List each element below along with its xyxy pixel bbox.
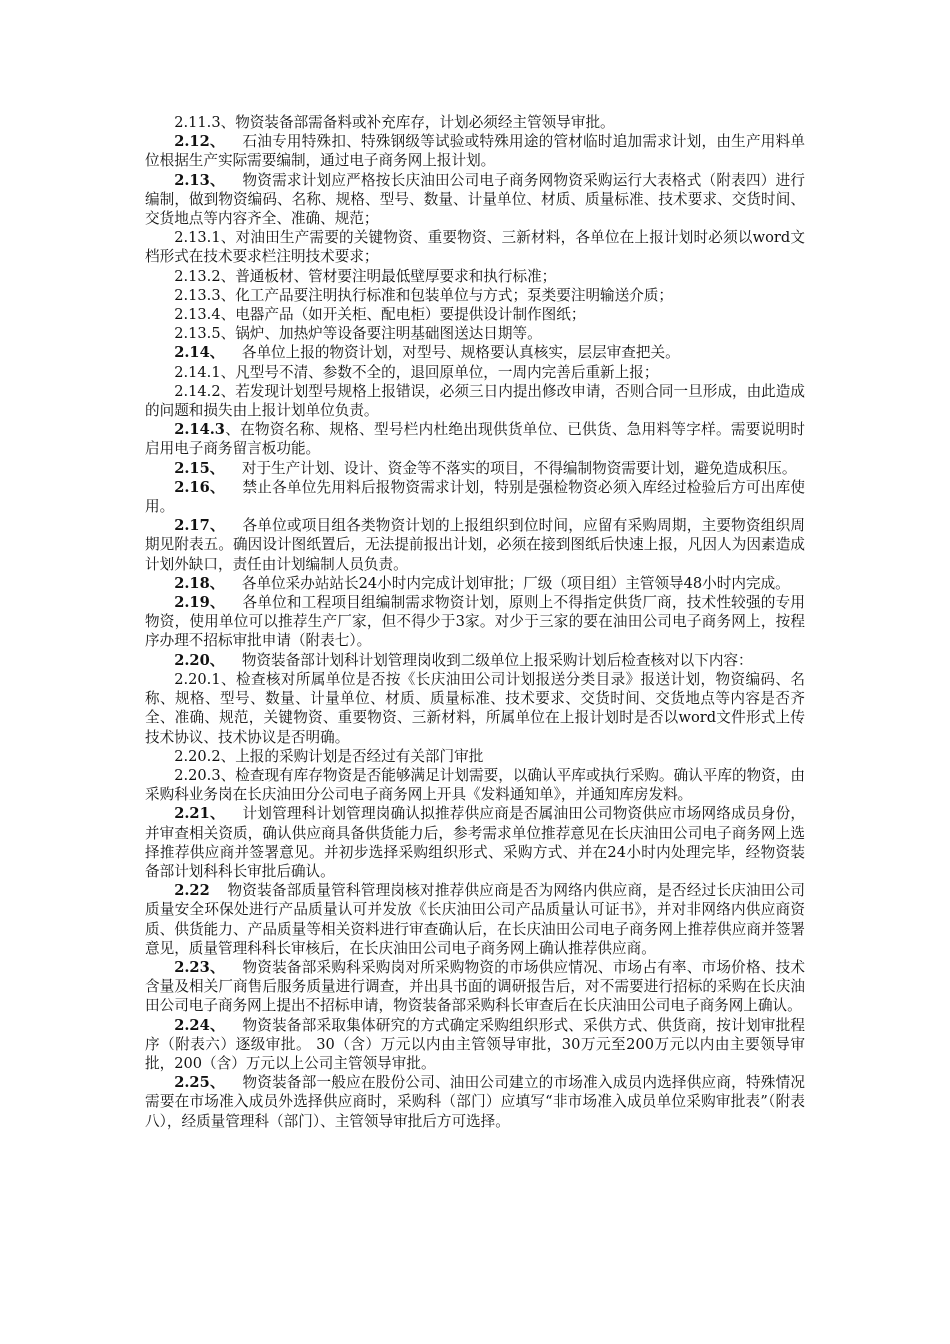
clause-text: 对于生产计划、设计、资金等不落实的项目，不得编制物资需要计划，避免造成积压。 [241,459,797,477]
paragraph [145,881,805,958]
paragraph [145,420,805,458]
clause-text: 2.14.2、若发现计划型号规格上报错误，必须三日内提出修改申请，否则合同一旦形成，由此造成的问题和损失由上报计划单位负责。 [145,382,805,420]
paragraph [145,804,805,881]
paragraph [145,171,805,229]
clause-text: 物资装备部采购科采购岗对所采购物资的市场供应情况、市场占有率、市场价格、技术含量及相关厂商售后服务质量进行调查，并出具书面的调研报告后，对不需要进行招标的采购在长庆油田公司电子商务网上提出不招标申请，物资装备部采购科长审查后在长庆油田公司电子商务网上确认。 [145,958,805,1015]
clause-text: 物资装备部计划科计划管理岗收到二级单位上报采购计划后检查核对以下内容： [241,651,753,669]
clause-number: 2.14、 [174,344,225,362]
clause-number: 2.25、 [174,1074,225,1092]
paragraph [145,958,805,1016]
paragraph [145,324,805,343]
paragraph [145,766,805,804]
clause-number: 2.14.3 [174,421,225,439]
clause-number: 2.24、 [174,1016,225,1034]
clause-text: 各单位上报的物资计划，对型号、规格要认真核实，层层审查把关。 [241,344,680,362]
paragraph [145,228,805,266]
clause-text: 2.13.4、电器产品（如开关柜、配电柜）要提供设计制作图纸； [174,306,586,324]
clause-text: 物资装备部质量管科管理岗核对推荐供应商是否为网络内供应商，是否经过长庆油田公司质量安全环保处进行产品质量认可并发放《长庆油田公司产品质量认可证书》，并对非网络内供应商资质、供货能力、产品质量等相关资料进行审查确认后，在长庆油田公司电子商务网上推荐供应商并签署意见，质量管理科科长审核后，在长庆油田公司电子商务网上确认推荐供应商。 [145,882,805,957]
paragraph [145,113,805,132]
document-body [145,113,805,1131]
clause-number: 2.21、 [174,805,225,823]
clause-text: 物资装备部一般应在股份公司、油田公司建立的市场准入成员内选择供应商，特殊情况需要在市场准入成员外选择供应商时，采购科（部门）应填写“非市场准入成员单位采购审批表”（附表八），经质量管理科（部门）、主管领导审批后方可选择。 [145,1074,805,1130]
clause-text: 、在物资名称、规格、型号栏内杜绝出现供货单位、已供货、急用料等字样。需要说明时启用电子商务留言板功能。 [145,421,805,458]
paragraph [145,305,805,324]
clause-number: 2.17、 [174,517,225,535]
clause-number: 2.16、 [174,478,225,496]
paragraph [145,516,805,574]
clause-text: 2.20.3、检查现有库存物资是否能够满足计划需要，以确认平库或执行采购。确认平库的物资，由采购科业务岗在长庆油田分公司电子商务网上开具《发料通知单》，并通知库房发料。 [145,766,805,804]
paragraph [145,1016,805,1074]
paragraph [145,286,805,305]
paragraph [145,574,805,593]
clause-text: 各单位和工程项目组编制需求物资计划，原则上不得指定供货厂商，技术性较强的专用物资，使用单位可以推荐生产厂家，但不得少于3家。对少于三家的要在油田公司电子商务网上，按程序办理不招标审批申请（附表七）。 [145,594,805,650]
paragraph [145,1073,805,1131]
clause-text: 2.13.1、对油田生产需要的关键物资、重要物资、三新材料，各单位在上报计划时必须以word文档形式在技术要求栏注明技术要求； [145,229,805,266]
clause-text: 2.11.3、物资装备部需备料或补充库存，计划必须经主管领导审批。 [174,114,615,131]
clause-text: 2.20.2、上报的采购计划是否经过有关部门审批 [174,747,484,765]
paragraph [145,382,805,420]
clause-text: 2.13.2、普通板材、管材要注明最低壁厚要求和执行标准； [174,267,557,285]
clause-text: 计划管理科计划管理岗确认拟推荐供应商是否属油田公司物资供应市场网络成员身份，并审查相关资质，确认供应商具备供货能力后，参考需求单位推荐意见在长庆油田公司电子商务网上选择推荐供应商并签署意见。并初步选择采购组织形式、采购方式、并在24小时内处理完毕，经物资装备部计划科科长审批后确认。 [145,805,805,880]
paragraph [145,267,805,286]
paragraph [145,651,805,670]
paragraph [145,363,805,382]
clause-number: 2.23、 [174,958,225,976]
paragraph [145,343,805,362]
clause-text: 各单位或项目组各类物资计划的上报组织到位时间，应留有采购周期，主要物资组织周期见附表五。确因设计图纸置后，无法提前报出计划，必须在接到图纸后快速上报，凡因人为因素造成计划外缺口，责任由计划编制人员负责。 [145,517,805,573]
clause-text: 物资需求计划应严格按长庆油田公司电子商务网物资采购运行大表格式（附表四）进行编制，做到物资编码、名称、规格、型号、数量、计量单位、材质、质量标准、技术要求、交货时间、交货地点等内容齐全、准确、规范； [145,171,805,228]
clause-number: 2.22 [174,882,210,900]
clause-text: 2.14.1、凡型号不清、参数不全的，退回原单位，一周内完善后重新上报； [174,363,659,381]
clause-number: 2.12、 [174,133,225,151]
clause-text: 2.13.3、化工产品要注明执行标准和包装单位与方式；泵类要注明输送介质； [174,286,674,304]
clause-text: 2.13.5、锅炉、加热炉等设备要注明基础图送达日期等。 [174,325,542,343]
clause-text: 禁止各单位先用料后报物资需求计划，特别是强检物资必须入库经过检验后方可出库使用。 [145,478,805,516]
clause-number: 2.19、 [174,594,225,612]
paragraph [145,478,805,516]
paragraph [145,459,805,478]
clause-number: 2.15、 [174,459,225,477]
paragraph [145,747,805,766]
clause-number: 2.18、 [174,574,225,592]
clause-text: 物资装备部采取集体研究的方式确定采购组织形式、采供方式、供货商，按计划审批程序（附表六）逐级审批。 30（含）万元以内由主管领导审批，30万元至200万元以内由主要领导审批，200（含）万元以上公司主管领导审批。 [145,1016,805,1072]
paragraph [145,593,805,651]
paragraph [145,132,805,170]
clause-number: 2.13、 [174,171,225,189]
clause-text: 各单位采办站站长24小时内完成计划审批；厂级（项目组）主管领导48小时内完成。 [241,574,790,592]
clause-number: 2.20、 [174,651,225,669]
paragraph [145,670,805,747]
clause-text: 石油专用特殊扣、特殊钢级等试验或特殊用途的管材临时追加需求计划，由生产用料单位根据生产实际需要编制，通过电子商务网上报计划。 [145,133,805,170]
clause-text: 2.20.1、检查核对所属单位是否按《长庆油田公司计划报送分类目录》报送计划，物资编码、名称、规格、型号、数量、计量单位、材质、质量标准、技术要求、交货时间、交货地点等内容是否齐全、准确、规范，关键物资、重要物资、三新材料，所属单位在上报计划时是否以word文件形式上传技术协议、技术协议是否明确。 [145,670,805,746]
